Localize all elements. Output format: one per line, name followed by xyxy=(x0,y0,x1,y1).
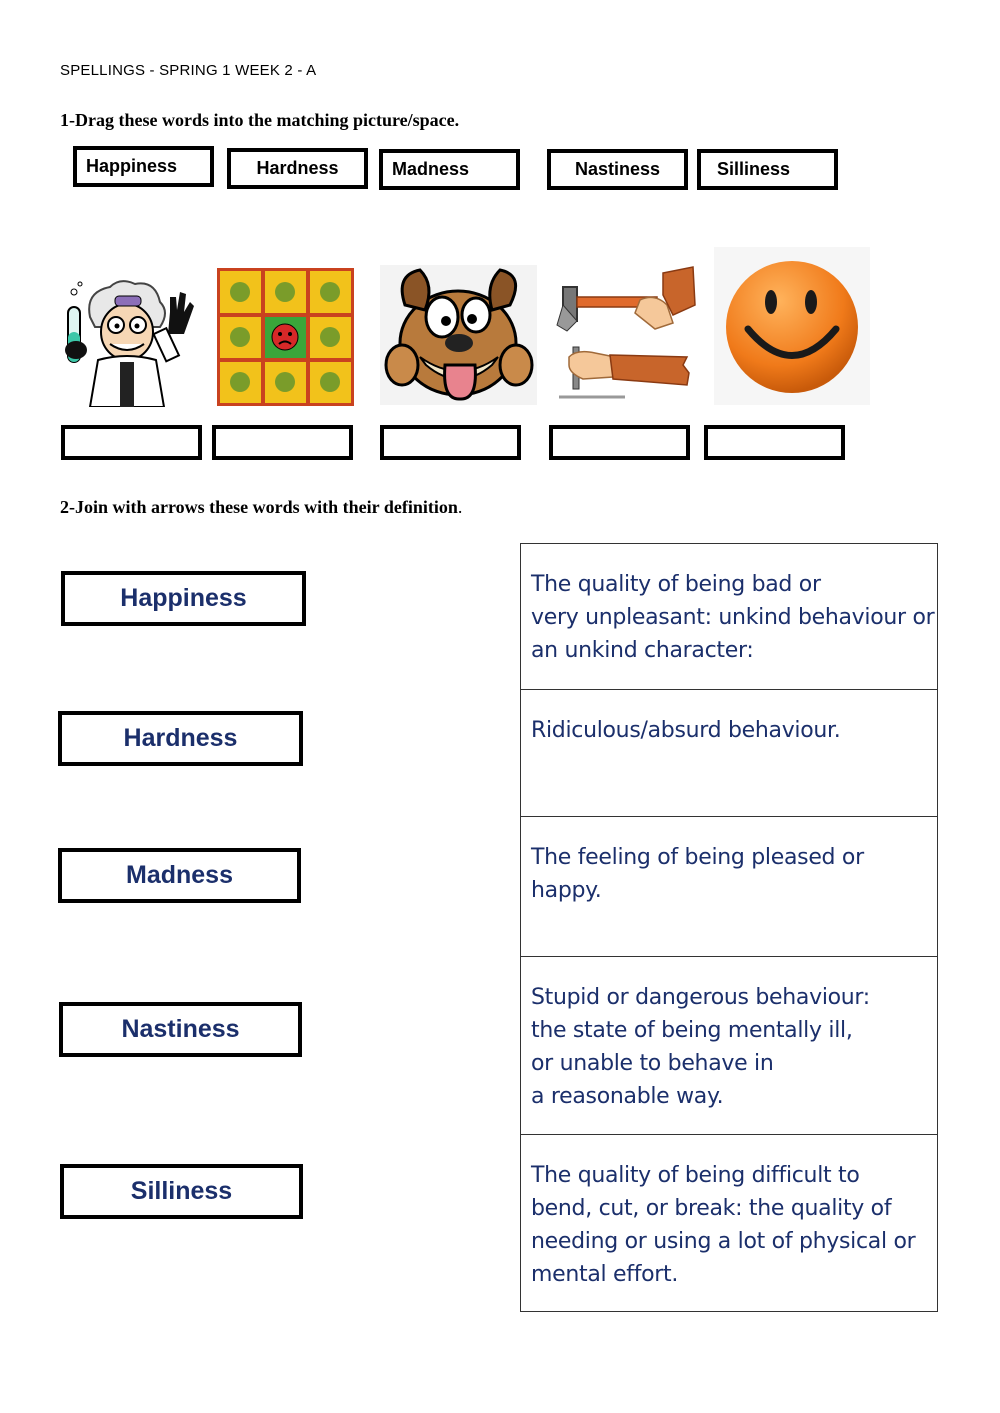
match-word-madness[interactable]: Madness xyxy=(58,848,301,903)
mad-scientist-picture xyxy=(60,272,195,407)
definition-line: The quality of being difficult to xyxy=(531,1163,860,1188)
match-word-nastiness[interactable]: Nastiness xyxy=(59,1002,302,1057)
hammer-and-chisel-picture xyxy=(555,265,697,405)
definition-line: Stupid or dangerous behaviour: xyxy=(531,985,870,1010)
question-1-instruction: 1-Drag these words into the matching picture/space. xyxy=(60,110,460,130)
definition-cell-4[interactable] xyxy=(521,957,937,1135)
answer-slot-4[interactable] xyxy=(549,425,690,460)
worksheet-header: SPELLINGS - SPRING 1 WEEK 2 - A xyxy=(60,62,317,79)
question-2-instruction xyxy=(60,497,462,518)
silly-dog-picture xyxy=(380,265,537,405)
match-word-silliness[interactable]: Silliness xyxy=(60,1164,303,1219)
definition-line: needing or using a lot of physical or xyxy=(531,1229,916,1254)
definition-line: a reasonable way. xyxy=(531,1084,724,1109)
definitions-table xyxy=(520,543,938,1312)
question-2-text: 2-Join with arrows these words with their definition xyxy=(60,497,458,517)
puzzle-faces-picture xyxy=(217,268,354,406)
drag-word-nastiness[interactable]: Nastiness xyxy=(547,149,688,190)
definition-cell-2[interactable] xyxy=(521,690,937,817)
answer-slot-2[interactable] xyxy=(212,425,353,460)
answer-slot-1[interactable] xyxy=(61,425,202,460)
definition-line: Ridiculous/absurd behaviour. xyxy=(531,718,841,743)
definition-line: The feeling of being pleased or xyxy=(531,845,864,870)
answer-slot-3[interactable] xyxy=(380,425,521,460)
definition-line: bend, cut, or break: the quality of xyxy=(531,1196,892,1221)
definition-line: the state of being mentally ill, xyxy=(531,1018,853,1043)
drag-word-hardness[interactable]: Hardness xyxy=(227,148,368,189)
definition-line: an unkind character: xyxy=(531,638,754,663)
smiley-face-picture xyxy=(714,247,870,405)
definition-cell-1[interactable] xyxy=(521,544,937,690)
drag-word-madness[interactable]: Madness xyxy=(379,149,520,190)
definition-line: mental effort. xyxy=(531,1262,679,1287)
definition-line: very unpleasant: unkind behaviour or xyxy=(531,605,935,630)
definition-cell-5[interactable] xyxy=(521,1135,937,1311)
question-2-period: . xyxy=(457,497,463,517)
answer-slot-5[interactable] xyxy=(704,425,845,460)
match-word-happiness[interactable]: Happiness xyxy=(61,571,306,626)
definition-line: happy. xyxy=(531,878,602,903)
definition-cell-3[interactable] xyxy=(521,817,937,957)
definition-line: The quality of being bad or xyxy=(531,572,821,597)
match-word-hardness[interactable]: Hardness xyxy=(58,711,303,766)
definition-line: or unable to behave in xyxy=(531,1051,774,1076)
drag-word-silliness[interactable]: Silliness xyxy=(697,149,838,190)
drag-word-happiness[interactable]: Happiness xyxy=(73,146,214,187)
